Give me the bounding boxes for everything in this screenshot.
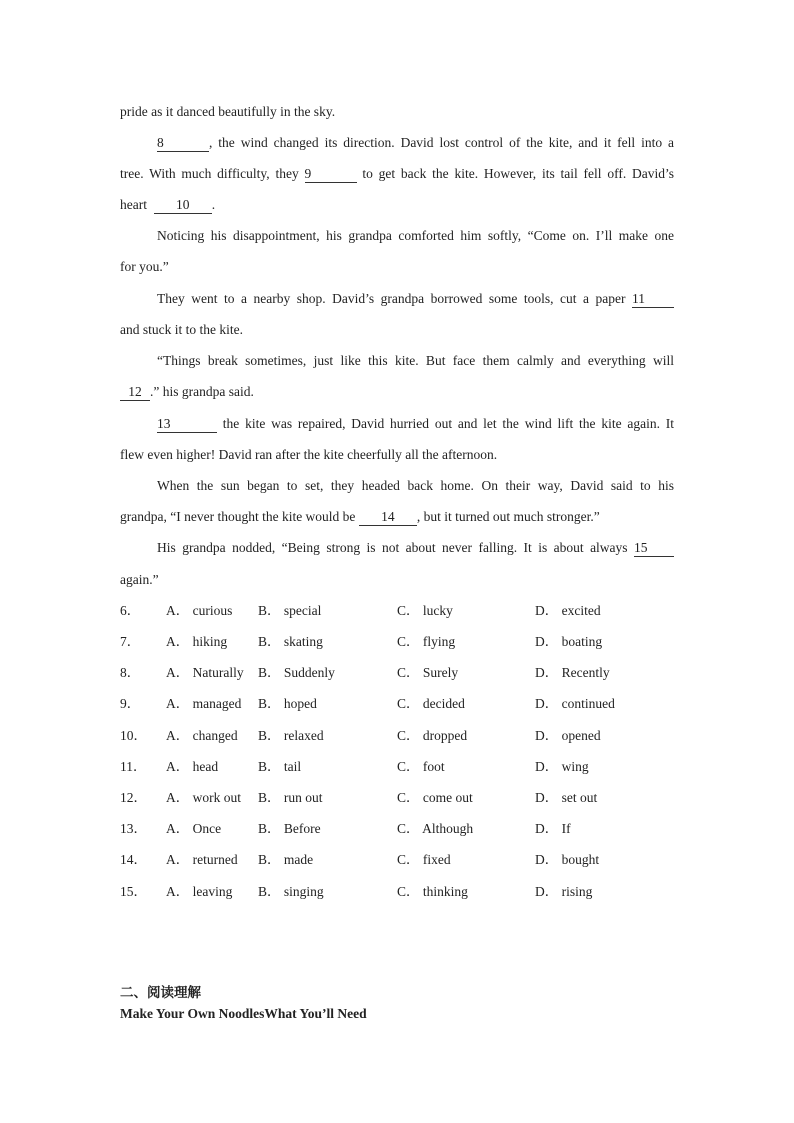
passage-line-2 xyxy=(157,133,674,153)
passage-line-4 xyxy=(120,195,674,215)
passage-line-5: Noticing his disappointment, his grandpa comforted him softly, “Come on. I’ll make one xyxy=(157,228,674,243)
passage-line-12: flew even higher! David ran after the kite cheerfully all the afternoon. xyxy=(120,447,498,462)
option-d: D． rising xyxy=(535,884,593,899)
option-b: B． relaxed xyxy=(258,728,324,743)
option-c: C． come out xyxy=(397,790,473,805)
article-title: Make Your Own NoodlesWhat You’ll Need xyxy=(120,1006,367,1021)
option-c: C． Although xyxy=(397,821,474,836)
option-row-11 xyxy=(120,757,680,777)
option-row-9 xyxy=(120,694,680,714)
option-c: C． thinking xyxy=(397,884,468,899)
option-row-7 xyxy=(120,632,680,652)
option-d: D． wing xyxy=(535,759,589,774)
option-a: A． work out xyxy=(166,790,241,805)
passage-line-6: for you.” xyxy=(120,259,169,274)
option-b: B． hoped xyxy=(258,696,317,711)
option-b: B． run out xyxy=(258,790,323,805)
passage-line-7 xyxy=(157,289,674,309)
section-heading: 二、阅读理解 xyxy=(120,985,201,1001)
option-d: D． If xyxy=(535,821,571,836)
passage-text: the kite was repaired, David hurried out and let the wind lift the kite again. It xyxy=(222,416,675,431)
passage-text: heart xyxy=(120,197,147,212)
passage-line-14 xyxy=(120,507,674,527)
passage-text: , the wind changed its direction. David lost control of the kite, and it fell into a xyxy=(209,135,674,150)
option-a: A． returned xyxy=(166,852,238,867)
option-d: D． bought xyxy=(535,852,600,867)
blank-14: 14 xyxy=(359,509,417,526)
option-b: B． made xyxy=(258,852,314,867)
passage-text: to get back the kite. However, its tail fell off. David’s xyxy=(362,166,674,181)
blank-9: 9 xyxy=(305,166,357,183)
question-number: 11． xyxy=(120,759,147,774)
option-a: A． curious xyxy=(166,603,233,618)
option-c: C． foot xyxy=(397,759,445,774)
question-number: 8． xyxy=(120,665,141,680)
option-a: A． Once xyxy=(166,821,222,836)
option-row-10 xyxy=(120,726,680,746)
passage-line-16: again.” xyxy=(120,572,159,587)
blank-13: 13 xyxy=(157,416,217,433)
blank-12: 12 xyxy=(120,384,150,401)
passage-text: They went to a nearby shop. David’s grandpa borrowed some tools, cut a paper xyxy=(157,291,626,306)
passage-text: .” his grandpa said. xyxy=(150,384,254,399)
passage-text: , but it turned out much stronger.” xyxy=(416,509,600,524)
option-b: B． special xyxy=(258,603,322,618)
question-number: 14． xyxy=(120,852,147,867)
option-a: A． leaving xyxy=(166,884,233,899)
question-number: 15． xyxy=(120,884,147,899)
option-c: C． dropped xyxy=(397,728,468,743)
option-a: A． hiking xyxy=(166,634,228,649)
question-number: 12． xyxy=(120,790,147,805)
option-d: D． Recently xyxy=(535,665,610,680)
passage-text: grandpa, “I never thought the kite would be xyxy=(120,509,356,524)
option-row-8 xyxy=(120,663,680,683)
question-number: 13． xyxy=(120,821,147,836)
option-row-15 xyxy=(120,882,680,902)
option-b: B． skating xyxy=(258,634,323,649)
option-c: C． lucky xyxy=(397,603,453,618)
passage-line-8: and stuck it to the kite. xyxy=(120,322,243,337)
question-number: 9． xyxy=(120,696,141,711)
option-a: A． changed xyxy=(166,728,238,743)
blank-10: 10 xyxy=(154,197,212,214)
option-row-12 xyxy=(120,788,680,808)
question-number: 7． xyxy=(120,634,141,649)
option-c: C． Surely xyxy=(397,665,459,680)
option-a: A． head xyxy=(166,759,219,774)
option-b: B． Before xyxy=(258,821,321,836)
passage-text: His grandpa nodded, “Being strong is not about never falling. It is about always xyxy=(157,540,628,555)
question-number: 6． xyxy=(120,603,141,618)
option-d: D． boating xyxy=(535,634,603,649)
passage-line-3 xyxy=(120,164,674,184)
option-b: B． Suddenly xyxy=(258,665,335,680)
option-c: C． fixed xyxy=(397,852,451,867)
option-d: D． opened xyxy=(535,728,601,743)
passage-text: . xyxy=(211,197,216,212)
blank-11: 11 xyxy=(632,291,674,308)
passage-line-13: When the sun began to set, they headed back home. On their way, David said to his xyxy=(157,478,674,493)
passage-line-15 xyxy=(157,538,674,558)
question-number: 10． xyxy=(120,728,147,743)
option-c: C． flying xyxy=(397,634,456,649)
option-row-14 xyxy=(120,850,680,870)
option-a: A． Naturally xyxy=(166,665,244,680)
passage-line-11 xyxy=(157,414,674,434)
passage-text: tree. With much difficulty, they xyxy=(120,166,299,181)
option-b: B． tail xyxy=(258,759,302,774)
blank-15: 15 xyxy=(634,540,674,557)
option-c: C． decided xyxy=(397,696,465,711)
option-d: D． continued xyxy=(535,696,615,711)
option-a: A． managed xyxy=(166,696,242,711)
option-row-13 xyxy=(120,819,680,839)
passage-line-10 xyxy=(120,382,674,402)
passage-line-9: “Things break sometimes, just like this kite. But face them calmly and everything will xyxy=(157,353,674,368)
passage-line-1: pride as it danced beautifully in the sky. xyxy=(120,104,336,119)
option-b: B． singing xyxy=(258,884,324,899)
blank-8: 8 xyxy=(157,135,209,152)
option-row-6 xyxy=(120,601,680,621)
option-d: D． set out xyxy=(535,790,598,805)
option-d: D． excited xyxy=(535,603,601,618)
